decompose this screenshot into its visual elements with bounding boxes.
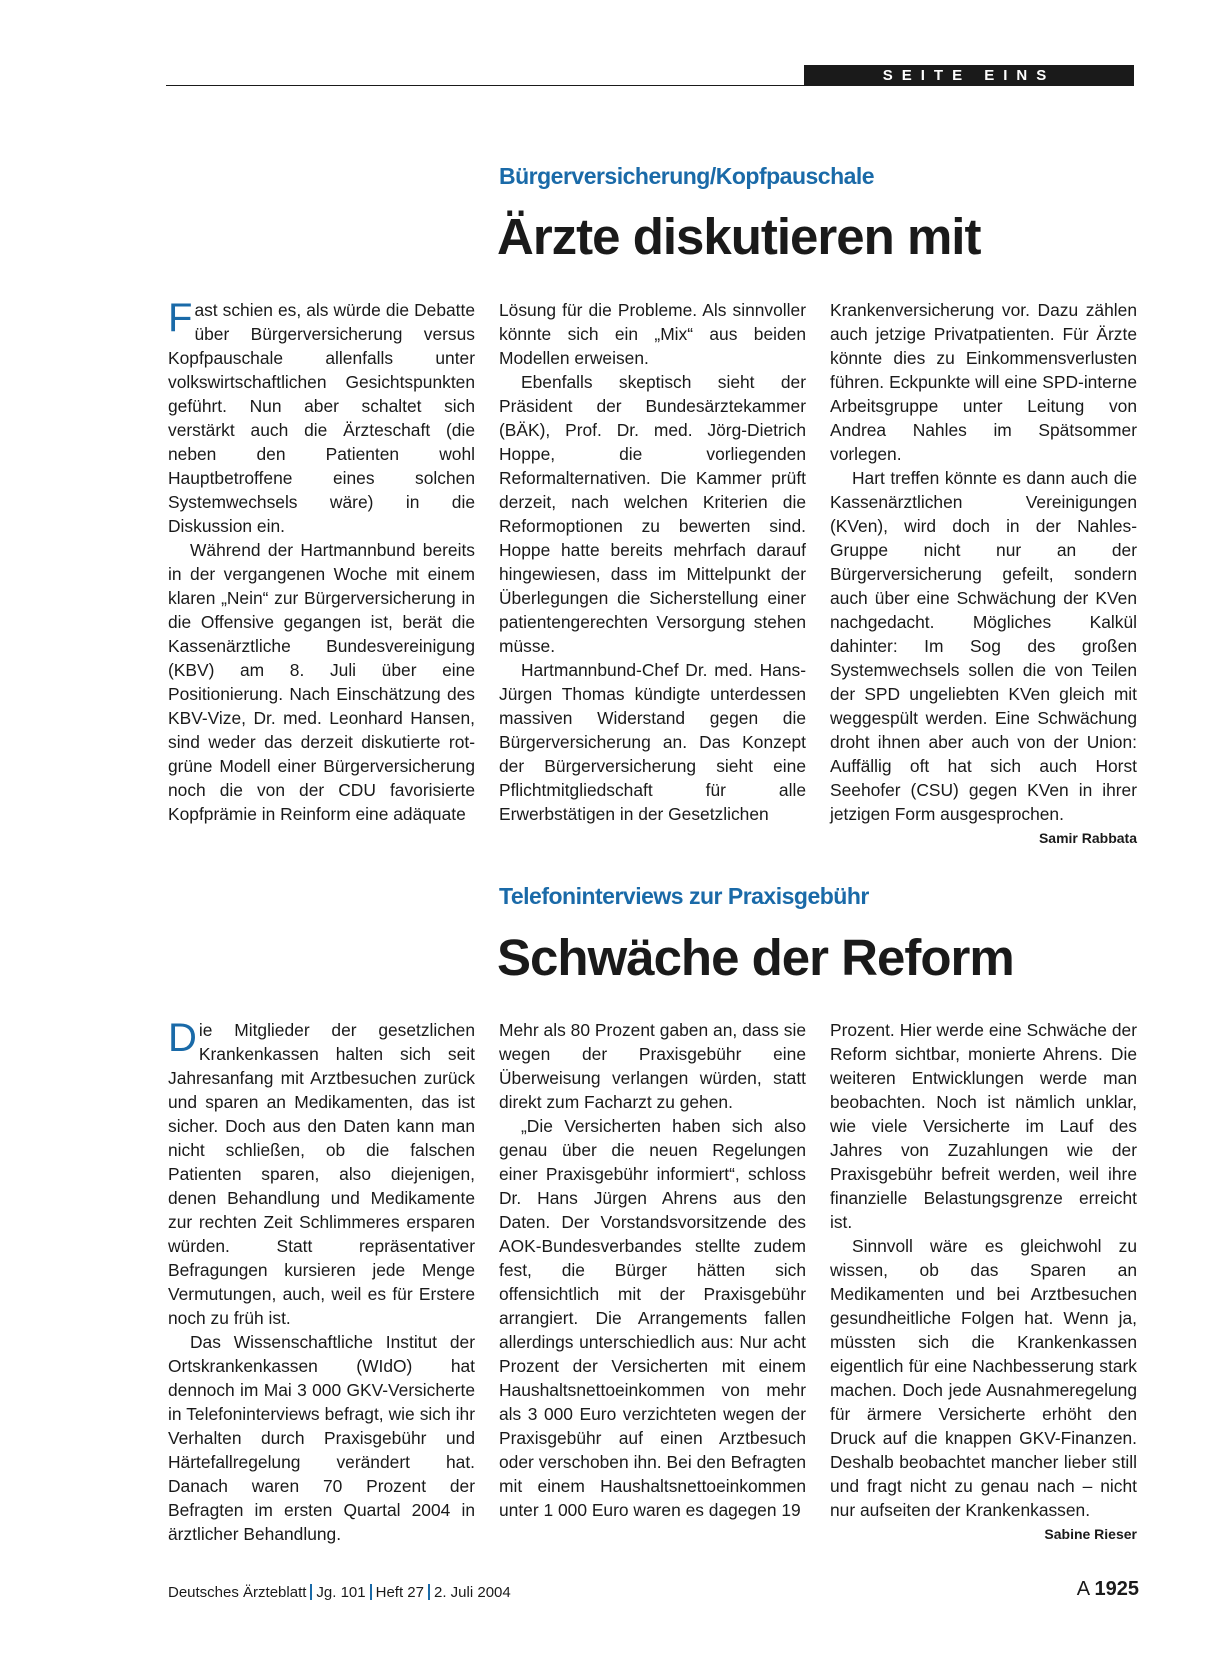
article2-paragraph: „Die Versicherten haben sich also genau über die neuen Regelungen einer Praxisgebühr informiert“, schloss Dr. Hans Jürgen Ahrens aus den Daten. Der Vorstandsvorsitzende des AOK-Bundesverbandes stellte zudem fest, die Bürger hätten sich offensichtlich mit der Praxisgebühr arrangiert. Die Arrangements fallen allerdings unterschiedlich aus: Nur acht Prozent der Versicherten mit einem Haushaltsnettoeinkommen von mehr als 3 000 Euro verzichteten wegen der Praxisgebühr auf einen Arztbesuch oder verschoben ihn. Bei den Befragten mit einem Haushaltsnettoeinkommen unter 1 000 Euro waren es dagegen 19	[499, 1116, 806, 1520]
paragraph-text: ast schien es, als würde die Debatte über Bürgerversicherung versus Kopfpauschale allenfalls unter volkswirtschaftlichen Gesichtspunkten geführt. Nun aber schaltet sich verstärkt auch die Ärzteschaft (die neben den Patienten wohl Hauptbetroffene eines solchen Systemwechsels wäre) in die Diskussion ein.	[168, 300, 475, 536]
page-prefix: A	[1076, 1578, 1089, 1600]
footer-separator	[310, 1584, 312, 1600]
article2-paragraph	[830, 1234, 1137, 1542]
article1-column-2	[499, 298, 806, 826]
article1-kicker: Bürgerversicherung/Kopfpauschale	[499, 163, 875, 189]
paragraph-text: Hart treffen könnte es dann auch die Kassenärztlichen Vereinigungen (KVen), wird doch in der Nahles-Gruppe nicht nur an der Bürgerversicherung gefeilt, sondern auch über eine Schwächung der KVen nachgedacht. Mögliches Kalkül dahinter: Im Sog des großen Systemwechsels sollen die von Teilen der SPD ungeliebten KVen gleich mit weggespült werden. Eine Schwächung droht ihnen aber auch von der Union: Auffällig oft hat sich auch Horst Seehofer (CSU) gegen KVen in ihrer jetzigen Form ausgesprochen.	[830, 468, 1137, 824]
article2-author: Sabine Rieser	[1044, 1526, 1137, 1542]
article2-paragraph: Das Wissenschaftliche Institut der Ortskrankenkassen (WIdO) hat dennoch im Mai 3 000 GKV-Versicherte in Telefoninterviews befragt, wie sich ihr Verhalten durch Praxisgebühr und Härtefallregelung verändert hat. Danach waren 70 Prozent der Befragten im ersten Quartal 2004 in ärztlicher Behandlung.	[168, 1332, 475, 1544]
footer-separator	[428, 1584, 430, 1600]
page-number	[1077, 1578, 1139, 1601]
article2-paragraph	[168, 1018, 475, 1330]
article1-paragraph	[830, 466, 1137, 846]
article2-column-3	[830, 1018, 1137, 1546]
footer-separator	[370, 1584, 372, 1600]
article1-headline: Ärzte diskutieren mit	[497, 208, 981, 265]
article1-author: Samir Rabbata	[1038, 830, 1137, 846]
paragraph-text: ie Mitglieder der gesetzlichen Krankenkassen halten sich seit Jahresanfang mit Arztbesuchen zurück und sparen an Medikamenten, das ist sicher. Doch aus den Daten kann man nicht schließen, ob die falschen Patienten sparen, also diejenigen, denen Behandlung und Medikamente zur rechten Zeit Schlimmeres ersparen würden. Statt repräsentativer Befragungen kursieren jede Menge Vermutungen, auch, weil es für Erstere noch zu früh ist.	[168, 1020, 475, 1328]
paragraph-text: Sinnvoll wäre es gleichwohl zu wissen, ob das Sparen an Medikamenten und bei Arztbesuchen gesundheitliche Folgen hat. Wenn ja, müssten sich die Krankenkassen eigentlich für eine Nachbesserung stark machen. Doch jede Ausnahmeregelung für ärmere Versicherte erhöht den Druck auf die knappen GKV-Finanzen. Deshalb beobachtet mancher lieber still und fragt nicht zu genau nach – nicht nur aufseiten der Krankenkassen.	[830, 1236, 1137, 1520]
article1-column-1	[168, 298, 475, 826]
page-number-value: 1925	[1094, 1578, 1139, 1600]
section-tag: SEITE EINS	[804, 65, 1134, 86]
footer-citation	[168, 1584, 511, 1601]
article1-paragraph: Während der Hartmannbund bereits in der vergangenen Woche mit einem klaren „Nein“ zur Bürgerversicherung in die Offensive gegangen ist, berät die Kassenärztliche Bundesvereinigung (KBV) am 8. Juli über eine Positionierung. Nach Einschätzung des KBV-Vize, Dr. med. Leonhard Hansen, sind weder das derzeit diskutierte rot-grüne Modell einer Bürgerversicherung noch die von der CDU favorisierte Kopfprämie in Reinform eine adäquate	[168, 540, 475, 824]
article2-column-1	[168, 1018, 475, 1546]
dropcap: F	[168, 296, 193, 340]
article1-column-3	[830, 298, 1137, 850]
article1-paragraph	[168, 298, 475, 538]
article2-column-2	[499, 1018, 806, 1522]
article1-paragraph: Ebenfalls skeptisch sieht der Präsident der Bundesärztekammer (BÄK), Prof. Dr. med. Jörg-Dietrich Hoppe, die vorliegenden Reformalternativen. Die Kammer prüft derzeit, nach welchen Kriterien die Reformoptionen zu bewerten sind. Hoppe hatte bereits mehrfach darauf hingewiesen, dass im Mittelpunkt der Überlegungen die Sicherstellung einer patientengerechten Versorgung stehen müsse.	[499, 372, 806, 656]
article2-kicker: Telefoninterviews zur Praxisgebühr	[499, 883, 869, 909]
issue-date: 2. Juli 2004	[434, 1584, 511, 1601]
article2-headline: Schwäche der Reform	[497, 929, 1014, 986]
article1-paragraph: Krankenversicherung vor. Dazu zählen auch jetzige Privatpatienten. Für Ärzte könnte dies zu Einkommensverlusten führen. Eckpunkte will eine SPD-interne Arbeitsgruppe unter Leitung von Andrea Nahles im Spätsommer vorlegen.	[830, 300, 1137, 464]
article1-paragraph: Lösung für die Probleme. Als sinnvoller könnte sich ein „Mix“ aus beiden Modellen erweisen.	[499, 300, 806, 368]
journal-name: Deutsches Ärzteblatt	[168, 1584, 307, 1601]
article1-paragraph: Hartmannbund-Chef Dr. med. Hans-Jürgen Thomas kündigte unterdessen massiven Widerstand gegen die Bürgerversicherung an. Das Konzept der Bürgerversicherung sieht eine Pflichtmitgliedschaft für alle Erwerbstätigen in der Gesetzlichen	[499, 660, 806, 824]
volume: Jg. 101	[316, 1584, 366, 1601]
dropcap: D	[168, 1016, 197, 1060]
article2-paragraph: Prozent. Hier werde eine Schwäche der Reform sichtbar, monierte Ahrens. Die weiteren Entwicklungen werde man beobachten. Noch ist nämlich unklar, wie viele Versicherte im Lauf des Jahres von Zuzahlungen wie der Praxisgebühr befreit werden, weil ihre finanzielle Belastungsgrenze erreicht ist.	[830, 1020, 1137, 1232]
article2-paragraph: Mehr als 80 Prozent gaben an, dass sie wegen der Praxisgebühr eine Überweisung verlangen würden, statt direkt zum Facharzt zu gehen.	[499, 1020, 806, 1112]
issue: Heft 27	[375, 1584, 424, 1601]
